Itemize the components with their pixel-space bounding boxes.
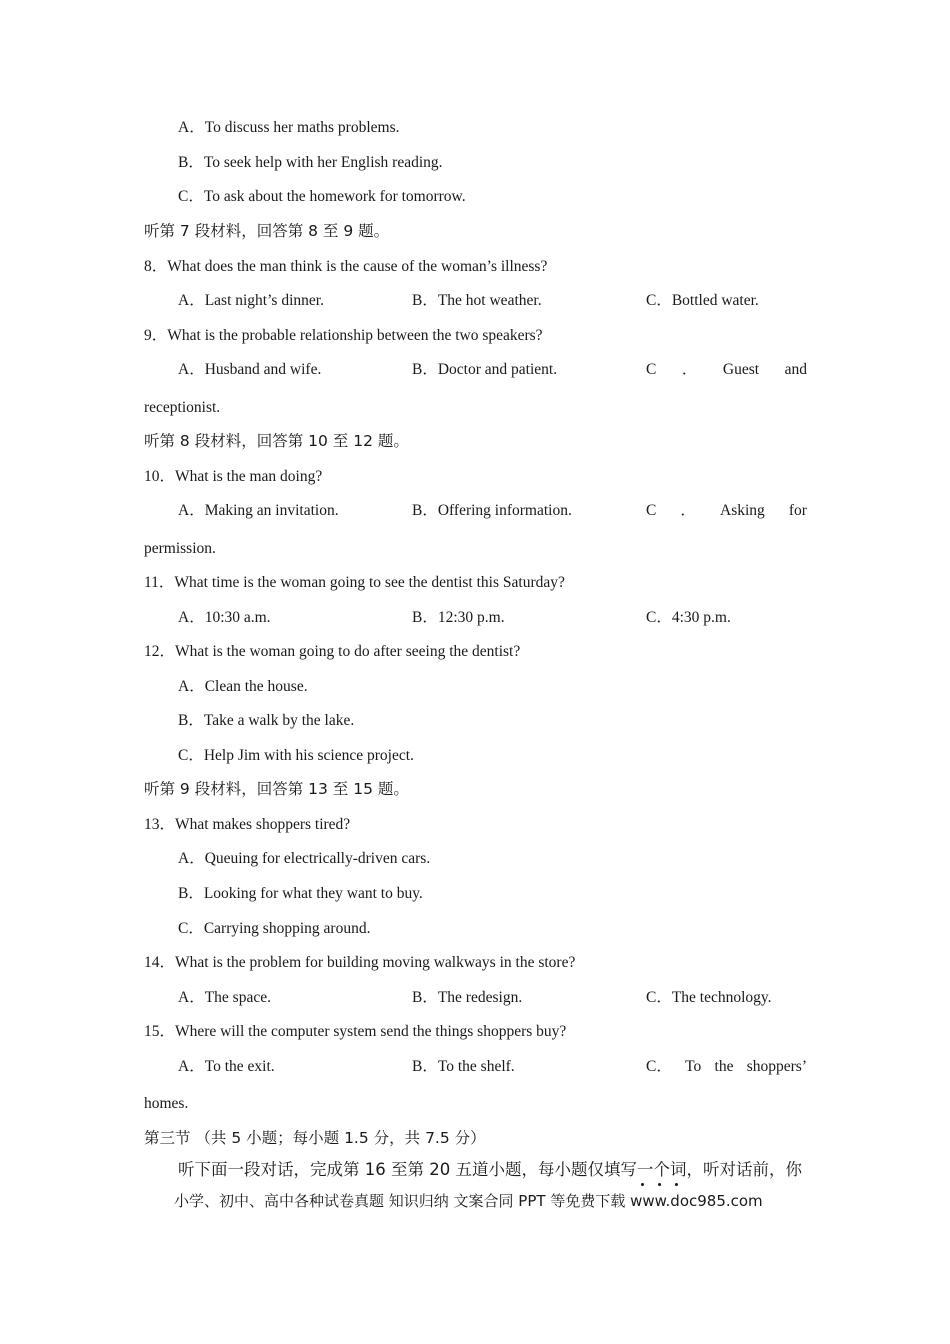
q11-option-b: B．12:30 p.m. — [412, 609, 505, 626]
q8-option-a: A．Last night’s dinner. — [178, 292, 324, 309]
q15-stem: 15．Where will the computer system send the things shoppers buy? — [144, 1023, 567, 1040]
q14-stem: 14．What is the problem for building moving walkways in the store? — [144, 954, 576, 971]
q13-option-a: A．Queuing for electrically-driven cars. — [178, 850, 431, 867]
q15-option-b: B．To the shelf. — [412, 1058, 515, 1075]
q9-option-c-word: and — [784, 361, 807, 378]
q9-stem: 9．What is the probable relationship between the two speakers? — [144, 327, 543, 344]
q15-option-a: A．To the exit. — [178, 1058, 275, 1075]
q14-option-a: A．The space. — [178, 989, 271, 1006]
q14-option-c: C．The technology. — [646, 989, 772, 1006]
q10-option-b: B．Offering information. — [412, 502, 572, 519]
q9-option-c — [646, 360, 807, 380]
q12-stem: 12．What is the woman going to do after seeing the dentist? — [144, 643, 521, 660]
q10-option-c-word: Asking — [720, 502, 765, 519]
q10-option-c-word: ． — [680, 502, 696, 519]
q8-option-c: C．Bottled water. — [646, 292, 759, 309]
q9-option-b: B．Doctor and patient. — [412, 361, 558, 378]
q10-option-c-word: for — [788, 502, 807, 519]
emphasis-dot — [675, 1183, 678, 1186]
q12-option-a: A．Clean the house. — [178, 678, 308, 695]
q15-option-c-word: the — [714, 1058, 734, 1075]
q14-option-b: B．The redesign. — [412, 989, 523, 1006]
section7-header: 听第 7 段材料，回答第 8 至 9 题。 — [144, 222, 390, 240]
q10-option-c-continued: permission. — [144, 540, 216, 557]
q15-option-c-continued: homes. — [144, 1095, 189, 1112]
q9-option-c-word: C — [646, 361, 657, 378]
q11-option-c: C．4:30 p.m. — [646, 609, 731, 626]
q9-option-c-continued: receptionist. — [144, 399, 221, 416]
q15-option-c — [646, 1057, 807, 1077]
q7-option-c: C．To ask about the homework for tomorrow. — [178, 188, 466, 205]
q9-option-c-word: Guest — [722, 361, 760, 378]
q10-option-c — [646, 501, 807, 521]
emphasis-dot — [641, 1183, 644, 1186]
footer-watermark: 小学、初中、高中各种试卷真题 知识归纳 文案合同 PPT 等免费下载 www.doc985.com — [174, 1192, 763, 1210]
q10-stem: 10．What is the man doing? — [144, 468, 323, 485]
q8-option-b: B．The hot weather. — [412, 292, 542, 309]
q12-option-b: B．Take a walk by the lake. — [178, 712, 355, 729]
q8-stem: 8．What does the man think is the cause of the woman’s illness? — [144, 258, 548, 275]
q10-option-c-word: C — [646, 502, 657, 519]
q15-option-c-word: To — [685, 1058, 702, 1075]
q15-option-c-word: C． — [646, 1058, 672, 1075]
q11-option-a: A．10:30 a.m. — [178, 609, 271, 626]
section9-header: 听第 9 段材料，回答第 13 至 15 题。 — [144, 780, 409, 798]
part3-instruction: 听下面一段对话，完成第 16 至第 20 五道小题，每小题仅填写一个词，听对话前，你 — [178, 1160, 802, 1179]
q10-option-a: A．Making an invitation. — [178, 502, 339, 519]
q11-stem: 11．What time is the woman going to see the dentist this Saturday? — [144, 574, 565, 591]
section8-header: 听第 8 段材料，回答第 10 至 12 题。 — [144, 432, 409, 450]
q9-option-a: A．Husband and wife. — [178, 361, 322, 378]
q13-stem: 13．What makes shoppers tired? — [144, 816, 351, 833]
q12-option-c: C．Help Jim with his science project. — [178, 747, 414, 764]
q13-option-c: C．Carrying shopping around. — [178, 920, 371, 937]
q9-option-c-word: ． — [681, 361, 698, 378]
q7-option-b: B．To seek help with her English reading. — [178, 154, 443, 171]
q15-option-c-word: shoppers’ — [746, 1058, 807, 1075]
part3-header: 第三节 （共 5 小题；每小题 1.5 分，共 7.5 分） — [144, 1129, 486, 1147]
q13-option-b: B．Looking for what they want to buy. — [178, 885, 423, 902]
emphasis-dot — [658, 1183, 661, 1186]
q7-option-a: A．To discuss her maths problems. — [178, 119, 400, 136]
